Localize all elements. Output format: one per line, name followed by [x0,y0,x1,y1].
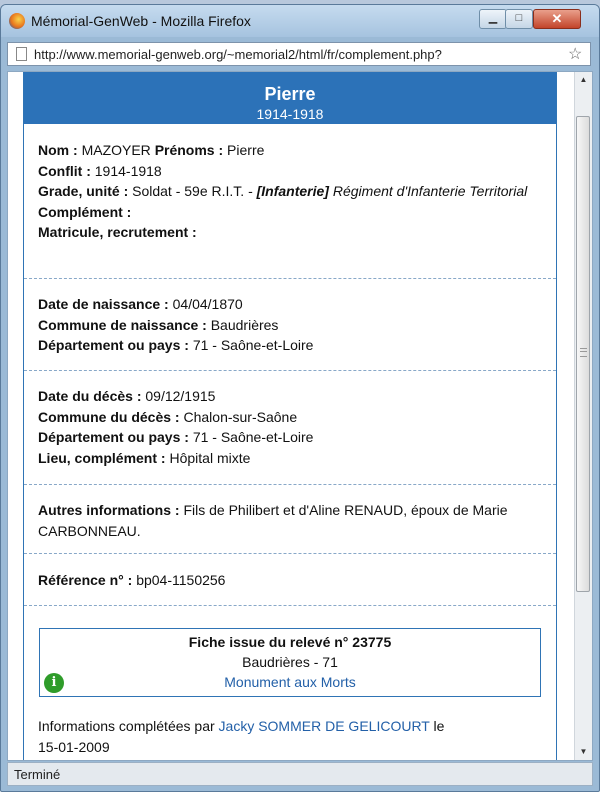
first-name-heading: Pierre [264,84,316,104]
reference-value: bp04-1150256 [136,572,226,588]
identity-section: Nom : MAZOYER Prénoms : Pierre Conflit : 1914-1918 Grade, unité : Soldat - 59e R.I.T. - [Infanterie] Régiment d'Infanterie Territorial Complément : Matricule, recrutement : [38,142,528,240]
author-link[interactable]: Jacky SOMMER DE GELICOURT [218,718,430,734]
record-card [23,72,557,761]
divider [24,370,556,371]
minimize-button[interactable]: ▁ [479,9,507,29]
footer-section: Informations complétées par Jacky SOMMER DE GELICOURT le 15-01-2009 [24,716,556,757]
years-heading: 1914-1918 [256,106,324,122]
birth-section: Date de naissance : 04/04/1870 Commune de naissance : Baudrières Département ou pays : 71 - Saône-et-Loire [38,296,314,353]
firefox-icon [9,13,25,29]
page-content [7,71,593,761]
matricule-label: Matricule, recrutement : [38,224,197,240]
other-info-section: Autres informations : Fils de Philibert et d'Aline RENAUD, époux de Marie CARBONNEAU. [38,502,508,539]
maximize-button[interactable]: □ [505,9,533,29]
close-button[interactable]: ✕ [533,9,581,29]
death-section: Date du décès : 09/12/1915 Commune du décès : Chalon-sur-Saône Département ou pays : 71 - Saône-et-Loire Lieu, complément : Hôpital mixte [38,388,314,466]
conflit-value: 1914-1918 [94,162,162,179]
browser-window [0,4,600,792]
status-bar [7,762,593,786]
death-date: 09/12/1915 [145,388,216,404]
monument-link[interactable]: Monument aux Morts [224,674,356,690]
title-bar[interactable] [1,5,599,37]
prenoms-value: Pierre [227,142,265,158]
address-bar[interactable] [7,42,591,66]
scroll-down-arrow-icon[interactable]: ▼ [579,747,588,756]
death-commune: Chalon-sur-Saône [183,408,298,425]
scroll-thumb[interactable] [576,116,590,592]
divider [24,278,556,279]
url-text[interactable]: http://www.memorial-genweb.org/~memorial2/html/fr/complement.php? [34,47,442,62]
grade-value: Soldat - 59e R.I.T. - [132,183,253,199]
death-dept: 71 - Saône-et-Loire [192,429,314,445]
arme-value: [Infanterie] [256,183,329,199]
window-title: Mémorial-GenWeb - Mozilla Firefox [31,13,251,29]
scroll-up-arrow-icon[interactable]: ▲ [579,75,588,84]
info-icon[interactable]: i [44,673,64,693]
divider [24,484,556,485]
divider [24,553,556,554]
status-text: Terminé [14,767,61,782]
death-lieu: Hôpital mixte [169,449,251,466]
divider [24,605,556,606]
bookmark-star-icon[interactable]: ☆ [568,46,583,63]
nom-value: MAZOYER [81,142,151,158]
birth-dept: 71 - Saône-et-Loire [192,337,314,353]
page-icon [16,47,27,61]
fiche-title: Fiche issue du relevé n° 23775 [188,634,392,650]
birth-commune: Baudrières [210,316,279,333]
footer-date: 15-01-2009 [38,738,110,755]
regiment-value: Régiment d'Infanterie Territorial [332,183,528,199]
record-header [24,72,556,124]
complement-label: Complément : [38,203,132,220]
fiche-place: Baudrières - 71 [242,654,338,670]
vertical-scrollbar[interactable] [574,72,592,760]
birth-date: 04/04/1870 [172,296,243,312]
fiche-box [39,628,541,697]
other-info-text: Fils de Philibert et d'Aline RENAUD, époux de Marie CARBONNEAU. [38,502,508,539]
reference-section: Référence n° : bp04-1150256 [38,572,226,588]
